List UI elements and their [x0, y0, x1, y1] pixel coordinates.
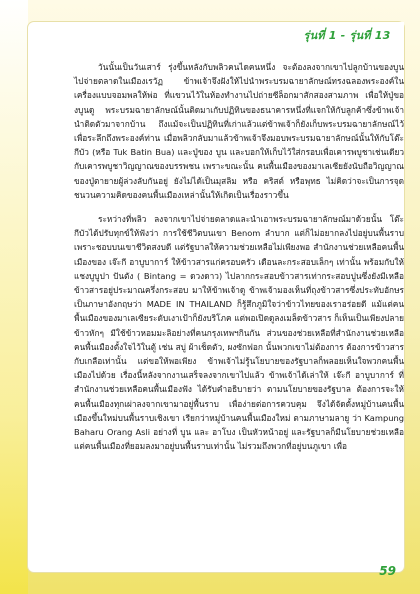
paragraph-1: วันนั้นเป็นวันเสาร์ รุ่งขึ้นหลังกับพลิวคนไดคนหนึ่ง จะต้องลงจากเขาไปลูกบ้านของบูนไปจ่ายตลาดในเมืองเรวัฏ ข้าพเจ้าจึงฝังให้ไปนำพระบรมฉายาลักษณ์ทรงฉลองพระองค์ในเครื่องแบบจอมพลให้พ่อ ที่แขวนไว้ในห้องทำงานไปถ่ายซีล็อกมาสักสองสามภาพ เพื่อให้ปู่ของบูนดู พระบรมฉายาลักษณ์นั้นติดมาเกับปฏิทินของธนาคารหนึ่งที่แจกให้กับลูกค้าซึ่งข้าพเจ้านำติดตัวมาจากบ้าน ถึงแม้จะเป็นปฏิทินที่เก่าแล้วแต่ข้าพเจ้าก็ยังเก็บพระบรมฉายาลักษณ์ไว้เพื่อระลึกถึงพระองค์ท่าน เมื่อพลิวกลับมาแล้วข้าพเจ้าจึงมอบพระบรมฉายาลักษณ์นั้นให้กับโต๊ะกีบัว (หรือ Tuk Batin Bua) และปู่ของ บูน และบอกให้เก็บไว้ใส่กรอบเพื่อเคารพบูชาเช่นเดียวกับเคารพบูชาวิญญาณของบรรพชน เพราะขณะนั้น คนพื้นเมืองของมาเลเซียยังนับถือวิญญาณของปู่ตายายผู้ล่วงลับกันอยู่ ยังไม่ได้เป็นมุสลิม หรือ คริสต์ หรือพุทธ ไม่คิดว่าจะเป็นการจุดชนวนความคิดของคนพื้นเมืองเหล่านั้นให้เกิดเป็นเรื่องราวขึ้น	[74, 62, 404, 200]
body-text	[74, 60, 404, 463]
page-number: 59	[379, 564, 396, 578]
left-margin-strip	[0, 0, 28, 594]
page-sheet	[28, 22, 404, 572]
paragraph-2: ระหว่างที่พลิว ลงจากเขาไปจ่ายตลาดและนำเอาพระบรมฉายาลักษณ์มาด้วยนั้น โต๊ะกีบัวได้ปรับทุกข์ให้ฟังว่า การใช้ชีวิตบนเขา Benom ลำบาก แต่ก็ไม่อยากลงไปอยู่บนพื้นราบเพราะชอบบนเขาชีวิตสงบดี แต่รัฐบาลให้ความช่วยเหลือไม่เพียงพอ สำนักงานช่วยเหลือคนพื้นเมืองของ เจ๊ะกี อาบูบาการ์ ให้ข้าวสารแก่ครอบครัว เดือนละกระสอบเล็กๆ เท่านั้น พร้อมกับให้แชงบูบูปา ปันตัง ( Bintang = ดวงดาว) ไปลากกระสอบข้าวสารเท่ากระสอบปูนซึ่งยังมีเหลือข้าวสารอยู่ประมาณครึ่งกระสอบ มาให้ข้าพเจ้าดู ข้าพเจ้ามองเห็นที่ถุงข้าวสารซึ่งประทับอักษรเป็นภาษาอังกฤษว่า MADE IN THAILAND ก็รู้สึกภูมิใจว่าข้าวไทยของเราอร่อยดี แม้แต่คนพื้นเมืองของมาเลเซียระดับเงาเป้าก็ยังบริโภค แต่พอเปิดดูลงเมล็ดข้าวสาร ก็เห็นเป็นเพียงปลายข้าวหักๆ มีใช้ข้าวหอมมะลิอย่างที่คนกรุงเทพฯกินกัน ส่วนของช่วยเหลือที่สำนักงานช่วยเหลือคนพื้นเมืองตั้งใจไว้ในตู้ เช่น สบู่ ผ้าเช็ดตัว, ผงซักฟอก นั้นพวกเขาไม่ต้องการ ต้องการข้าวสารกับเกลือเท่านั้น แต่ขอให้พอเพียง ข้าพเจ้าไม่รู้นโยบายของรัฐบาลก็พลอยเห็นใจพวกคนพื้นเมืองไปด้วย เรื่องนี้หลังจากงานเสร็จลงจากเขาไปแล้ว ข้าพเจ้าได้เล่าให้ เจ๊ะกี อาบูบาการ์ ที่สำนักงานช่วยเหลือคนพื้นเมืองฟัง ได้รับคำอธิบายว่า ตามนโยบายของรัฐบาล ต้องการจะให้คนพื้นเมืองทุกเผ่าลงจากเขามาอยู่พื้นราบ เพื่อง่ายต่อการควบคุม จึงได้จัดตั้งหมู่บ้านคนพื้นเมืองขึ้นใหม่บนพื้นราบเชิงเขา เรียกว่าหมู่บ้านคนพื้นเมืองใหม่ ตามภาษามลายู ว่า Kampung Baharu Orang Asli อย่างที่ บูน และ อาโบง เป็นหัวหน้าอยู่ และรัฐบาลก็มีนโยบายช่วยเหลือแต่คนพื้นเมืองที่ยอมลงมาอยู่บนพื้นราบเท่านั้น ไม่รวมถึงพวกที่อยู่บนภูเขา เพื่อ	[74, 214, 404, 452]
header-tab	[290, 22, 404, 48]
header-label: รุ่นที่ 1 - รุ่นที่ 13	[303, 29, 391, 42]
